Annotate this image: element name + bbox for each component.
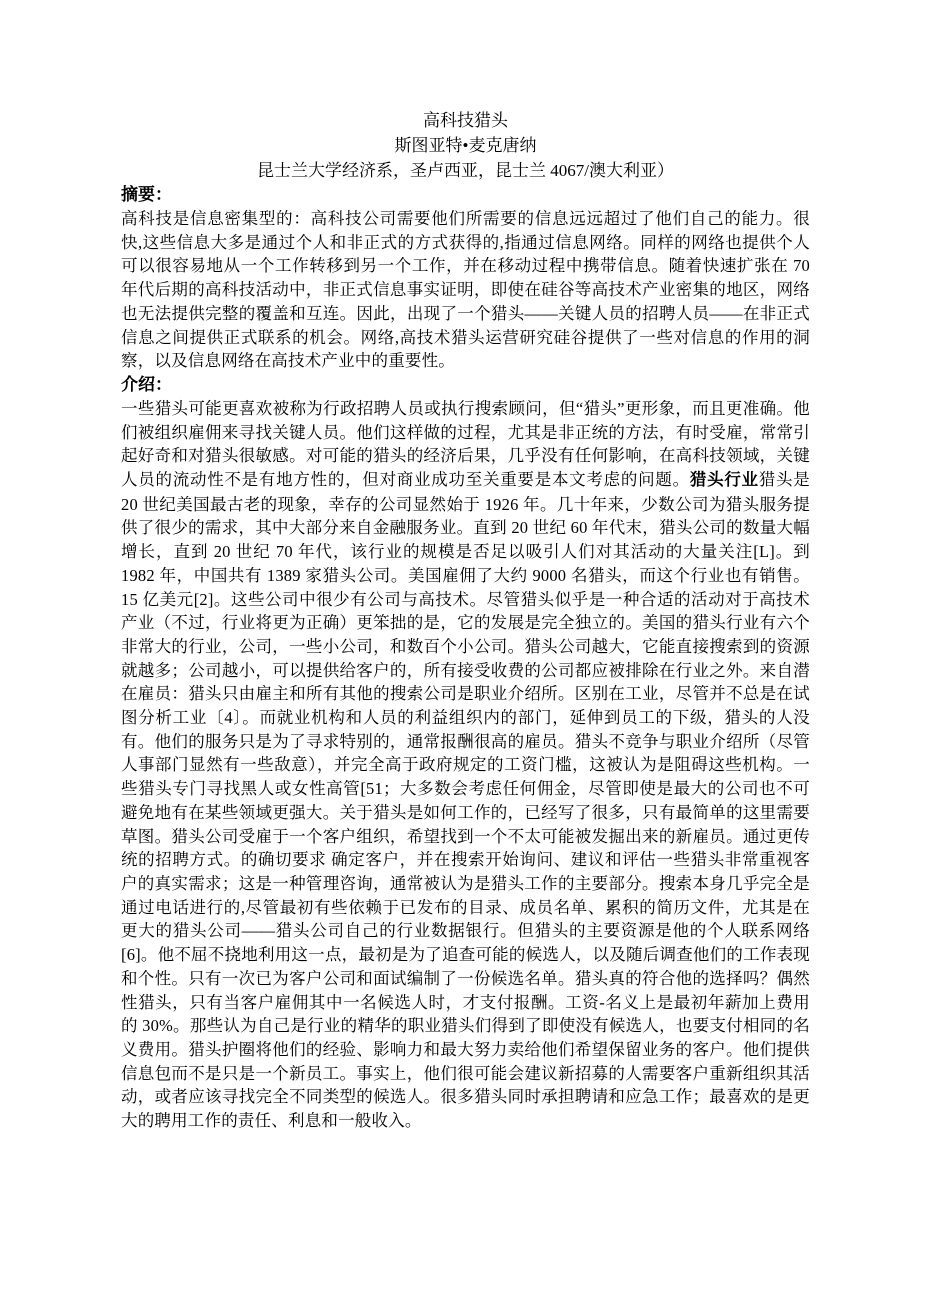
paper-author: 斯图亚特•麦克唐纳 — [394, 136, 537, 155]
paper-title: 高科技猎头 — [423, 111, 508, 130]
introduction-heading: 介绍： — [121, 374, 172, 394]
abstract-paragraph: 高科技是信息密集型的：高科技公司需要他们所需要的信息远远超过了他们自己的能力。很快,这些信息大多是通过个人和非正式的方式获得的,指通过信息网络。同样的网络也提供个人可以很容易地从一个工作转移到另一个工作，并在移动过程中携带信息。随着快速扩张在 70 年代后期的高科技活动中，非正式信息事实证明，即使在硅谷等高技术产业密集的地区，网络也无法提供完整的覆盖和互连。因此，出现了一个猎头——关键人员的招聘人员——在非正式信息之间提供正式联系的机会。网络,高技术猎头运营研究硅谷提供了一些对信息的作用的洞察，以及信息网络在高技术产业中的重要性。 — [121, 209, 810, 371]
title-block — [121, 108, 810, 183]
introduction-text-before-subheading: 一些猎头可能更喜欢被称为行政招聘人员或执行搜索顾问，但“猎头”更形象，而且更准确。他们被组织雇佣来寻找关键人员。他们这样做的过程，尤其是非正统的方法，有时受雇，常常引起好奇和对猎头很敏感。对可能的猎头的经济后果，几乎没有任何影响，在高科技领域，关键人员的流动性不是有地方性的，但对商业成功至关重要是本文考虑的问题。 — [121, 398, 810, 490]
inline-subheading-headhunter-industry: 猎头行业 — [689, 471, 759, 490]
introduction-paragraph — [121, 397, 810, 1133]
introduction-text-after-subheading: 猎头是 20 世纪美国最古老的现象，幸存的公司显然始于 1926 年。几十年来，少数公司为猎头服务提供了很少的需求，其中大部分来自金融服务业。直到 20 世纪 60 年代末，猎头公司的数量大幅增长，直到 20 世纪 70 年代，该行业的规模是否足以吸引人们对其活动的大量关注[L]。到 1982 年，中国共有 1389 家猎头公司。美国雇佣了大约 9000 名猎头，而这个行业也有销售。15 亿美元[2]。这些公司中很少有公司与高技术。尽管猎头似乎是一种合适的活动对于高技术产业（不过，行业将更为正确）更笨拙的是，它的发展是完全独立的。美国的猎头行业有六个非常大的行业，公司，一些小公司，和数百个小公司。猎头公司越大，它能直接搜索到的资源就越多；公司越小，可以提供给客户的，所有接受收费的公司都应被排除在行业之外。来自潜在雇员：猎头只由雇主和所有其他的搜索公司是职业介绍所。区别在工业，尽管并不总是在试图分析工业〔4〕。而就业机构和人员的利益组织内的部门，延伸到员工的下级，猎头的人没有。他们的服务只是为了寻求特别的，通常报酬很高的雇员。猎头不竞争与职业介绍所（尽管人事部门显然有一些敌意），并完全高于政府规定的工资门槛，这被认为是阻碍这些机构。一些猎头专门寻找黑人或女性高管[51；大多数会考虑任何佣金，尽管即使是最大的公司也不可避免地有在某些领域更强大。关于猎头是如何工作的，已经写了很多，只有最简单的这里需要草图。猎头公司受雇于一个客户组织，希望找到一个不太可能被发掘出来的新雇员。通过更传统的招聘方式。的确切要求 确定客户，并在搜索开始询问、建议和评估一些猎头非常重视客户的真实需求；这是一种管理咨询，通常被认为是猎头工作的主要部分。搜索本身几乎完全是通过电话进行的,尽管最初有些依赖于已发布的目录、成员名单、累积的简历文件，尤其是在更大的猎头公司——猎头公司自己的行业数据银行。但猎头的主要资源是他的个人联系网络[6]。他不屈不挠地利用这一点，最初是为了追查可能的候选人，以及随后调查他们的工作表现和个性。只有一次已为客户公司和面试编制了一份候选名单。猎头真的符合他的选择吗？偶然性猎头，只有当客户雇佣其中一名候选人时，才支付报酬。工资-名义上是最初年薪加上费用的 30%。那些认为自己是行业的精华的职业猎头们得到了即使没有候选人，也要支付相同的名义费用。猎头护圈将他们的经验、影响力和最大努力卖给他们希望保留业务的客户。他们提供信息包而不是只是一个新员工。事实上，他们很可能会建议新招募的人需要客户重新组织其活动，或者应该寻找完全不同类型的候选人。很多猎头同时承担聘请和应急工作；最喜欢的是更大的聘用工作的责任、利息和一般收入。 — [121, 470, 810, 1131]
abstract-heading: 摘要： — [121, 185, 172, 204]
paper-affiliation: 昆士兰大学经济系，圣卢西亚，昆士兰 4067/澳大利亚） — [257, 161, 674, 180]
